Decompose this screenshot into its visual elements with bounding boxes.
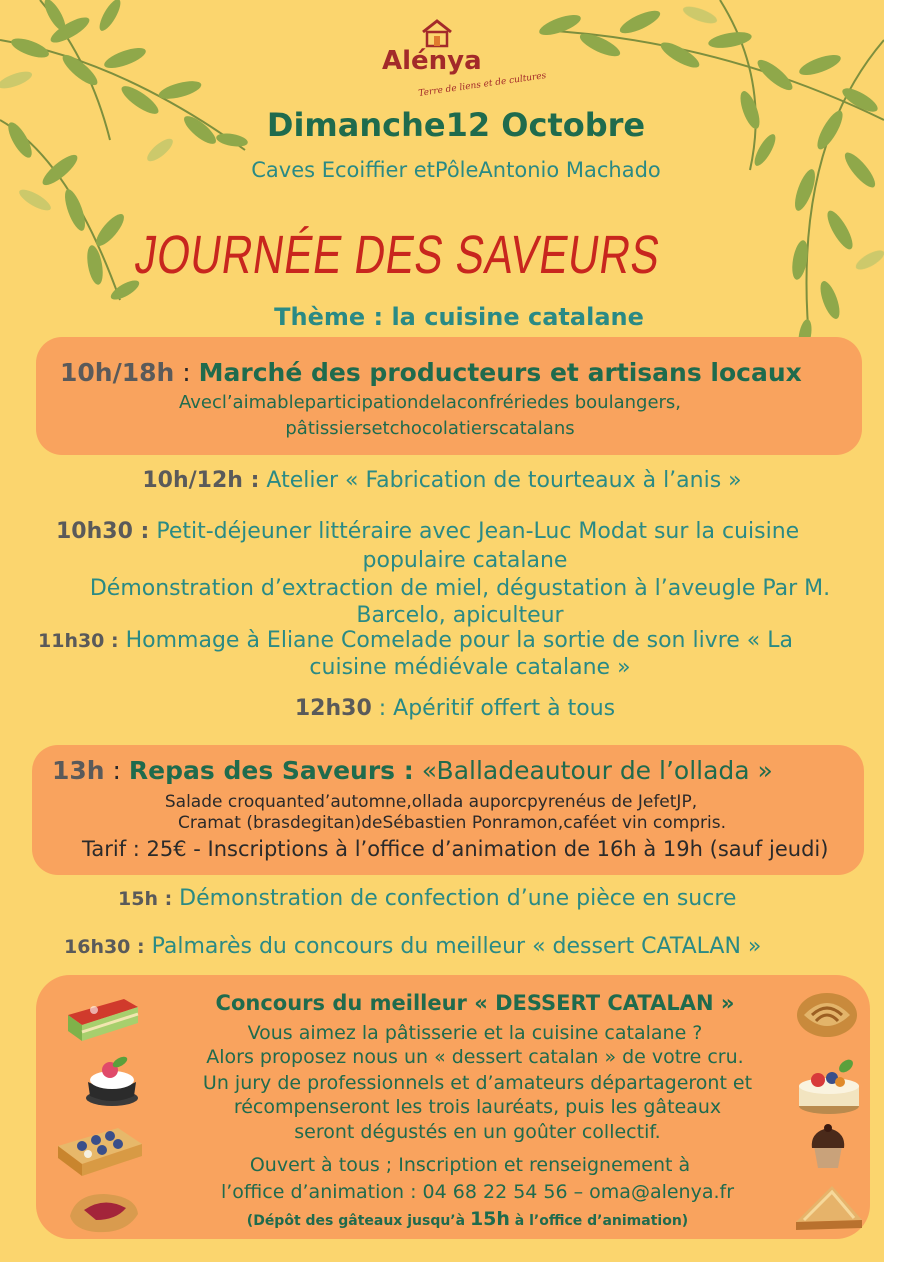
event-row-petit-dejeuner-cont: populaire catalane	[362, 548, 568, 573]
event-row-sucre	[118, 886, 736, 912]
event-row-atelier	[0, 468, 884, 494]
note-suffix: à l’office d’animation)	[509, 1213, 689, 1229]
event-time: 11h30 :	[38, 630, 119, 652]
fruit-tart-icon	[794, 1050, 864, 1118]
event-row-aperitif	[0, 696, 884, 722]
note-prefix: (Dépôt des gâteaux jusqu’à	[246, 1213, 470, 1229]
market-heading	[60, 358, 802, 388]
concours-line-3: Un jury de professionnels et d’amateurs départageront et	[202, 1072, 753, 1094]
market-line-1: Avecl’aimableparticipationdelaconfrériedes boulangers,	[178, 392, 682, 413]
logo-name: Alénya	[382, 46, 482, 76]
blueberry-pastry-icon	[52, 1120, 146, 1180]
event-row-petit-dejeuner	[56, 519, 799, 545]
repas-subtitle: «Balladeautour de l’ollada »	[413, 756, 773, 785]
repas-line-2: Cramat (brasdegitan)deSébastien Ponramon,caféet vin compris.	[178, 813, 726, 833]
repas-sep: :	[104, 756, 129, 785]
concours-title: Concours du meilleur « DESSERT CATALAN »	[215, 991, 735, 1015]
concours-line-5: seront dégustés en un goûter collectif.	[294, 1121, 661, 1143]
event-text: Atelier « Fabrication de tourteaux à l’anis »	[259, 468, 742, 493]
event-title: JOURNÉE DES SAVEURS	[131, 225, 665, 285]
event-theme: Thème : la cuisine catalane	[274, 303, 644, 331]
event-time: 15h :	[118, 888, 173, 910]
market-title: Marché des producteurs et artisans locaux	[198, 358, 802, 387]
repas-tarif: Tarif : 25€ - Inscriptions à l’office d’animation de 16h à 19h (sauf jeudi)	[82, 837, 829, 861]
concours-line-4: récompenseront les trois lauréats, puis les gâteaux	[233, 1096, 722, 1118]
market-line-2: pâtissiersetchocolatierscatalans	[285, 418, 575, 439]
concours-line-1: Vous aimez la pâtisserie et la cuisine catalane ?	[247, 1022, 703, 1044]
event-row-palmares	[64, 934, 761, 960]
alenya-logo	[372, 18, 547, 100]
repas-title: Repas des Saveurs :	[128, 756, 414, 785]
event-time: 10h/12h :	[142, 468, 260, 493]
market-time: 10h/18h	[60, 358, 175, 387]
chocolate-tart-icon	[80, 1048, 144, 1110]
event-time: 10h30 :	[56, 519, 150, 544]
event-time: 12h30	[294, 696, 372, 721]
note-time: 15h	[469, 1208, 510, 1230]
concours-line-7: l’office d’animation : 04 68 22 54 56 – oma@alenya.fr	[220, 1181, 735, 1203]
event-row-hommage-cont: cuisine médiévale catalane »	[309, 655, 631, 680]
event-text: Démonstration de confection d’une pièce en sucre	[172, 886, 737, 911]
concours-line-6: Ouvert à tous ; Inscription et renseignement à	[249, 1154, 691, 1176]
brioche-icon	[794, 985, 860, 1041]
pie-slice-icon	[792, 1180, 864, 1234]
event-row-miel-cont: Barcelo, apiculteur	[356, 603, 564, 628]
event-date: Dimanche12 Octobre	[266, 106, 646, 144]
event-text: Hommage à Eliane Comelade pour la sortie de son livre « La	[118, 628, 793, 653]
strawberry-cake-icon	[64, 985, 140, 1043]
event-text: Palmarès du concours du meilleur « dessert CATALAN »	[144, 934, 762, 959]
market-sep: :	[174, 358, 199, 387]
cupcake-icon	[806, 1122, 850, 1170]
logo-tagline: Terre de liens et de cultures	[417, 71, 547, 99]
concours-line-2: Alors proposez nous un « dessert catalan » de votre cru.	[206, 1046, 744, 1068]
event-time: 16h30 :	[64, 936, 145, 958]
repas-time: 13h	[52, 756, 105, 785]
event-row-hommage	[38, 628, 793, 654]
repas-line-1: Salade croquanted’automne,ollada auporcpyrenéus de JefetJP,	[164, 792, 698, 812]
event-text: Petit-déjeuner littéraire avec Jean-Luc Modat sur la cuisine	[149, 519, 800, 544]
event-row-miel: Démonstration d’extraction de miel, dégustation à l’aveugle Par M.	[89, 576, 831, 601]
event-venue: Caves Ecoiffier etPôleAntonio Machado	[251, 158, 661, 182]
jam-turnover-icon	[66, 1186, 142, 1238]
event-text: : Apéritif offert à tous	[371, 696, 616, 721]
repas-heading	[52, 756, 773, 786]
house-icon	[420, 18, 454, 48]
